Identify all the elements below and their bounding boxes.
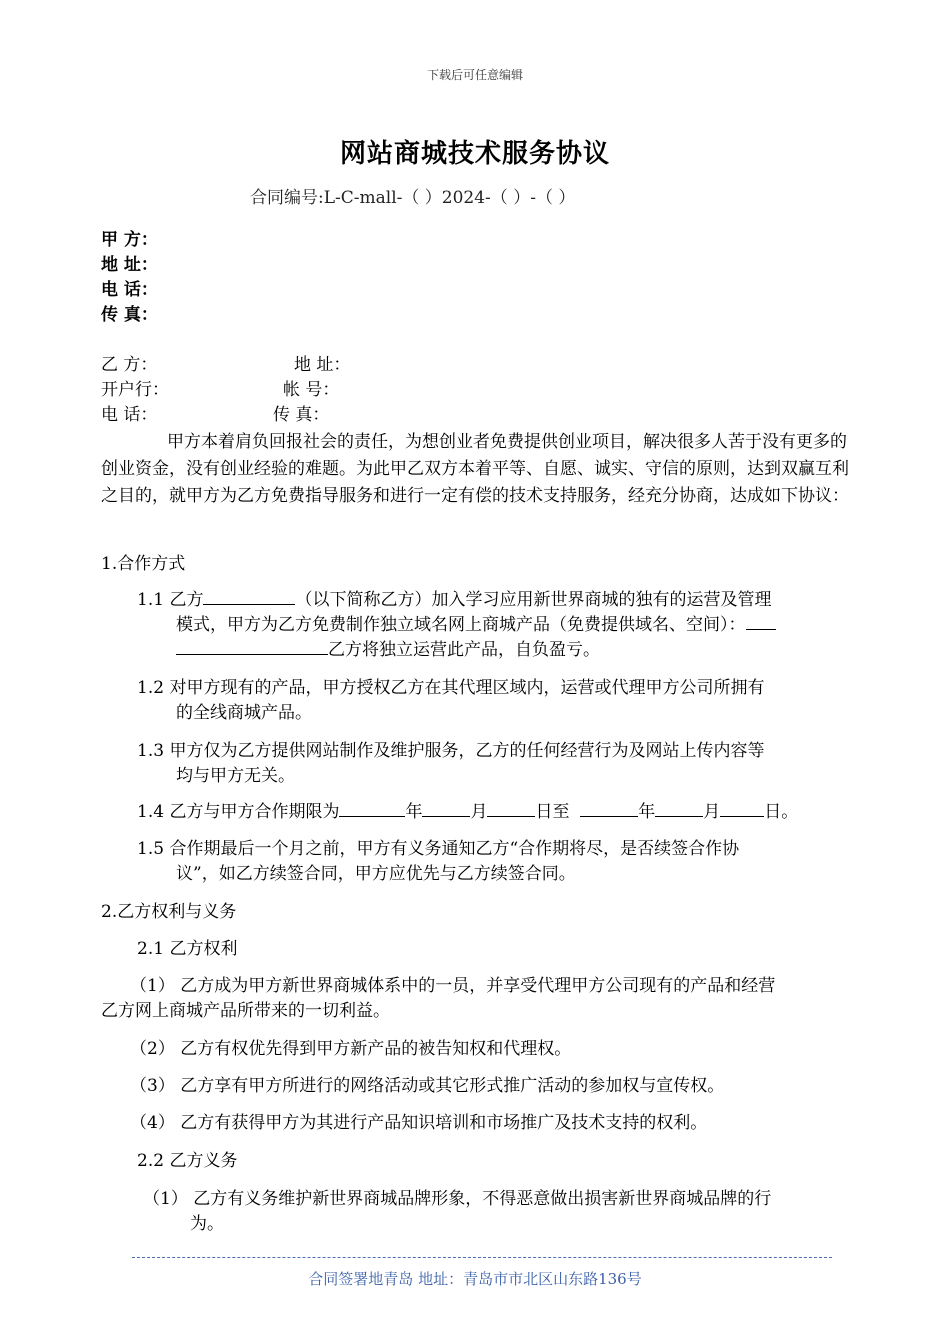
- section-2-heading: 2.乙方权利与义务: [101, 902, 237, 922]
- footer-divider: [132, 1257, 832, 1258]
- end-month-blank[interactable]: [655, 798, 703, 817]
- clause-1-1-rest: （以下简称乙方）加入学习应用新世界商城的独有的运营及管理: [295, 590, 772, 610]
- right-2: （2） 乙方有权优先得到甲方新产品的被告知权和代理权。: [130, 1039, 572, 1059]
- end-day-blank[interactable]: [720, 798, 764, 817]
- clause-1-2-line1: 1.2 对甲方现有的产品，甲方授权乙方在其代理区域内，运营或代理甲方公司所拥有: [137, 678, 765, 698]
- domain-blank-b[interactable]: [176, 636, 328, 655]
- party-b-fax: 传 真：: [273, 405, 330, 425]
- right-1-line1: （1） 乙方成为甲方新世界商城体系中的一员，并享受代理甲方公司现有的产品和经营: [130, 976, 776, 996]
- intro-paragraph: 甲方本着肩负回报社会的责任，为想创业者免费提供创业项目，解决很多人苦于没有更多的创业资金，没有创业经验的难题。为此甲乙双方本着平等、自愿、诚实、守信的原则，达到双赢互利之目的，就甲方为乙方免费指导服务和进行一定有偿的技术支持服务，经充分协商，达成如下协议：: [101, 432, 849, 506]
- header-note: 下载后可任意编辑: [426, 68, 523, 82]
- party-b-label: 乙 方：: [101, 355, 158, 375]
- clause-1-1-line3: 乙方将独立运营此产品，自负盈亏。: [176, 635, 600, 660]
- clause-1-1-line1: [137, 585, 771, 610]
- party-a-fax: 传 真：: [101, 305, 158, 325]
- duty-1-line1: （1） 乙方有义务维护新世界商城品牌形象，不得恶意做出损害新世界商城品牌的行: [143, 1189, 772, 1209]
- clause-1-3-line1: 1.3 甲方仅为乙方提供网站制作及维护服务，乙方的任何经营行为及网站上传内容等: [137, 741, 765, 761]
- right-1-line2: 乙方网上商城产品所带来的一切利益。: [101, 1001, 390, 1021]
- clause-1-5-line2: 议”，如乙方续签合同，甲方应优先与乙方续签合同。: [176, 864, 576, 884]
- party-b-phone: 电 话：: [101, 405, 158, 425]
- start-year-blank[interactable]: [339, 798, 405, 817]
- clause-1-1-start: 1.1 乙方: [137, 590, 204, 610]
- party-a-label: 甲 方：: [101, 230, 158, 250]
- party-b-bank: 开户行：: [101, 380, 169, 400]
- party-b-name-blank[interactable]: [203, 586, 295, 605]
- party-a-address: 地 址：: [101, 255, 158, 275]
- clause-1-1-line2: 模式，甲方为乙方免费制作独立域名网上商城产品（免费提供域名、空间）：: [176, 610, 776, 635]
- party-b-address: 地 址：: [294, 355, 351, 375]
- document-title: 网站商城技术服务协议: [339, 139, 610, 169]
- right-4: （4） 乙方有获得甲方为其进行产品知识培训和市场推广及技术支持的权利。: [130, 1113, 708, 1133]
- clause-1-2-line2: 的全线商城产品。: [176, 703, 312, 723]
- domain-blank-a[interactable]: [746, 611, 776, 630]
- clause-1-5-line1: 1.5 合作期最后一个月之前，甲方有义务通知乙方“合作期将尽，是否续签合作协: [137, 839, 740, 859]
- party-a-phone: 电 话：: [101, 280, 158, 300]
- section-1-heading: 1.合作方式: [101, 554, 186, 574]
- clause-1-3-line2: 均与甲方无关。: [176, 766, 295, 786]
- duty-1-line2: 为。: [190, 1214, 224, 1234]
- party-b-account: 帐 号：: [283, 380, 340, 400]
- footer-address: 合同签署地青岛 地址：青岛市市北区山东路136号: [308, 1270, 642, 1288]
- clause-1-4: 1.4 乙方与甲方合作期限为 年 月 日至 年 月 日。: [137, 797, 798, 822]
- start-month-blank[interactable]: [422, 798, 470, 817]
- section-2-2-heading: 2.2 乙方义务: [137, 1151, 238, 1171]
- contract-number: 合同编号:L-C-mall-（ ）2024-（ ）-（ ）: [250, 188, 576, 208]
- start-day-blank[interactable]: [487, 798, 535, 817]
- section-2-1-heading: 2.1 乙方权利: [137, 939, 238, 959]
- end-year-blank[interactable]: [580, 798, 638, 817]
- right-3: （3） 乙方享有甲方所进行的网络活动或其它形式推广活动的参加权与宣传权。: [130, 1076, 725, 1096]
